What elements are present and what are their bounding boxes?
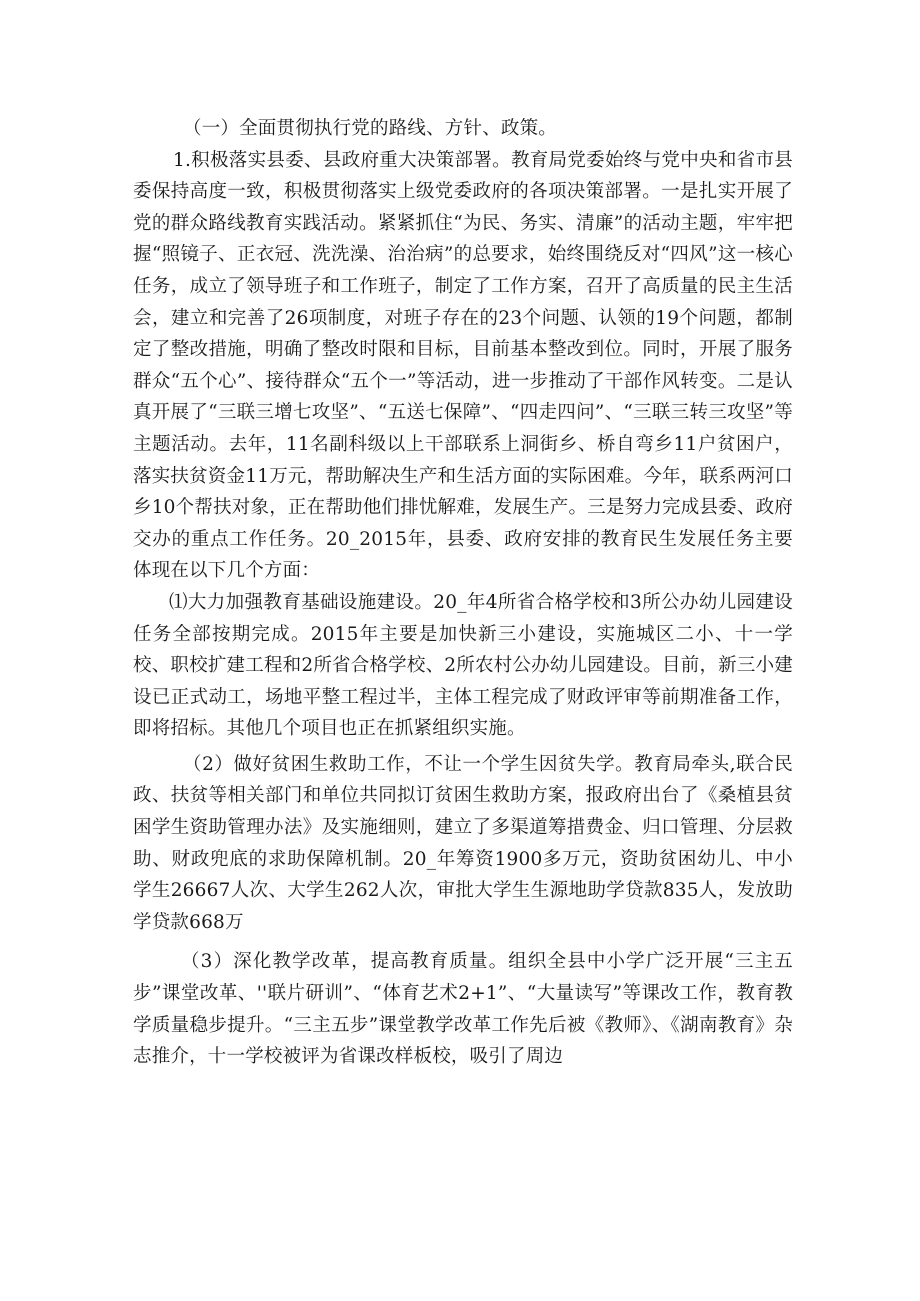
paragraph-infrastructure: ⑴大力加强教育基础设施建设。20_年4所省合格学校和3所公办幼儿园建设任务全部按期完成。2015年主要是加快新三小建设，实施城区二小、十一学校、职校扩建工程和2所省合格学校、2所农村公办幼儿园建设。目前，新三小建设已正式动工，场地平整工程过半，主体工程完成了财政评审等前期准备工作，即将招标。其他几个项目也正在抓紧组织实施。 [133, 591, 793, 740]
paragraph-teaching-reform: （3）深化教学改革，提高教育质量。组织全县中小学广泛开展“三主五步”课堂改革、''联片研训”、“体育艺术2+1”、“大量读写”等课改工作，教育教学质量稳步提升。“三主五步”课堂教学改革工作先后被《教师》、《湖南教育》杂志推介，十一学校被评为省课改样板校，吸引了周边 [133, 951, 793, 1068]
paragraph-decision-deployment: 1.积极落实县委、县政府重大决策部署。教育局党委始终与党中央和省市县委保持高度一致，积极贯彻落实上级党委政府的各项决策部署。一是扎实开展了党的群众路线教育实践活动。紧紧抓住“为民、务实、清廉”的活动主题，牢牢把握“照镜子、正衣冠、洗洗澡、治治病”的总要求，始终围绕反对“四风”这一核心任务，成立了领导班子和工作班子，制定了工作方案，召开了高质量的民主生活会，建立和完善了26项制度，对班子存在的23个问题、认领的19个问题，都制定了整改措施，明确了整改时限和目标，目前基本整改到位。同时，开展了服务群众“五个心”、接待群众“五个一”等活动，进一步推动了干部作风转变。二是认真开展了“三联三增七攻坚”、“五送七保障”、“四走四问”、“三联三转三攻坚”等主题活动。去年，11名副科级以上干部联系上洞街乡、桥自弯乡11户贫困户，落实扶贫资金11万元，帮助解决生产和生活方面的实际困难。今年，联系两河口乡10个帮扶对象，正在帮助他们排忧解难，发展生产。三是努力完成县委、政府交办的重点工作任务。20_2015年，县委、政府安排的教育民生发展任务主要体现在以下几个方面： [133, 149, 793, 582]
section-heading: （一）全面贯彻执行党的路线、方针、政策。 [183, 118, 558, 139]
document-body [133, 113, 793, 1073]
paragraph-poverty-aid: （2）做好贫困生救助工作，不让一个学生因贫失学。教育局牵头,联合民政、扶贫等相关部门和单位共同拟订贫困生救助方案，报政府出台了《桑植县贫困学生资助管理办法》及实施细则，建立了多渠道筹措费金、归口管理、分层救助、财政兜底的求助保障机制。20_年筹资1900多万元，资助贫困幼儿、中小学生26667人次、大学生262人次，审批大学生生源地助学贷款835人，发放助学贷款668万 [133, 753, 793, 933]
